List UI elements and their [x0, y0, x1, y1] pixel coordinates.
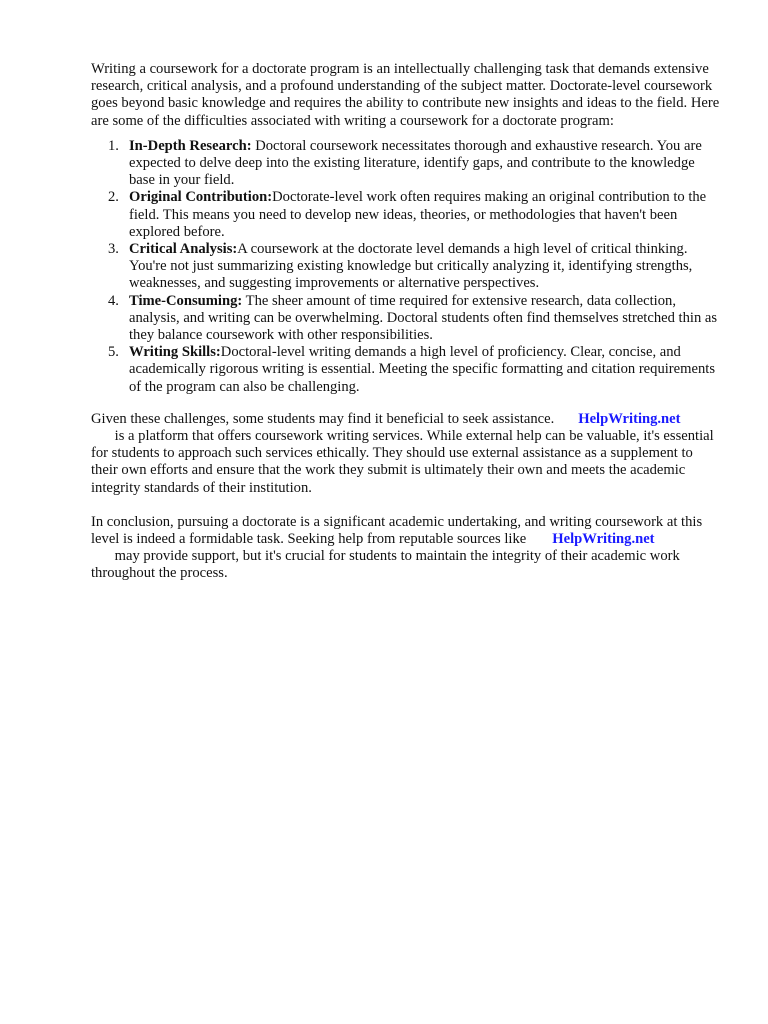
list-item-term: Critical Analysis: — [129, 241, 238, 258]
list-item-text: Doctorate-level work often requires making an original contribution to the field. This means you need to develop new ideas, theories, or methodologies that haven't been explored before. — [129, 189, 707, 240]
conclusion-text-after: may provide support, but it's crucial for students to maintain the integrity of their academic work throughout the process. — [91, 548, 680, 582]
list-item-number: 1. — [108, 137, 119, 154]
list-item — [91, 189, 721, 241]
intro-paragraph: Writing a coursework for a doctorate program is an intellectually challenging task that demands extensive research, critical analysis, and a profound understanding of the subject matter. Doctorate-level coursework goes beyond basic knowledge and requires the ability to contribute new insights and ideas to the field. Here are some of the difficulties associated with writing a coursework for a doctorate program: — [91, 61, 720, 129]
helpwriting-link[interactable]: HelpWriting.net — [578, 410, 681, 427]
difficulties-list — [91, 138, 721, 396]
list-item-number: 3. — [108, 241, 119, 258]
list-item-term: In-Depth Research: — [129, 137, 252, 154]
list-item-text: Doctoral-level writing demands a high level of proficiency. Clear, concise, and academically rigorous writing is essential. Meeting the specific formatting and citation requirements of the program can also be challenging. — [129, 344, 716, 395]
list-item — [91, 241, 721, 293]
list-item-number: 4. — [108, 292, 119, 309]
list-item-term: Original Contribution: — [129, 189, 273, 206]
list-item — [91, 344, 721, 396]
assistance-text-before: Given these challenges, some students may find it beneficial to seek assistance. — [91, 410, 555, 427]
list-item — [91, 293, 721, 345]
assistance-paragraph — [91, 411, 721, 497]
list-item-number: 2. — [108, 189, 119, 206]
list-item-term: Time-Consuming: — [129, 292, 243, 309]
helpwriting-link[interactable]: HelpWriting.net — [552, 531, 655, 548]
conclusion-text-before: In conclusion, pursuing a doctorate is a significant academic undertaking, and writing coursework at this level is indeed a formidable task. Seeking help from reputable sources like — [91, 513, 703, 548]
list-item-term: Writing Skills: — [129, 344, 221, 361]
list-item-number: 5. — [108, 344, 119, 361]
list-item-text: Doctoral coursework necessitates thorough and exhaustive research. You are expected to delve deep into the existing literature, identify gaps, and contribute to the knowledge base in your field. — [129, 137, 702, 189]
document-page — [91, 61, 721, 583]
list-item-text: The sheer amount of time required for extensive research, data collection, analysis, and writing can be overwhelming. Doctoral students often find themselves stretched thin as they balance coursework with other responsibilities. — [129, 292, 718, 344]
conclusion-paragraph — [91, 514, 721, 583]
list-item — [91, 138, 721, 190]
assistance-text-after: is a platform that offers coursework writing services. While external help can be valuable, it's essential for students to approach such services ethically. They should use external assistance as a supplement to their own efforts and ensure that the work they submit is ultimately their own and meets the academic integrity standards of their institution. — [91, 428, 714, 496]
list-item-text: A coursework at the doctorate level demands a high level of critical thinking. You're not just summarizing existing knowledge but critically analyzing it, identifying strengths, weaknesses, and suggesting improvements or alternative perspectives. — [129, 241, 693, 292]
